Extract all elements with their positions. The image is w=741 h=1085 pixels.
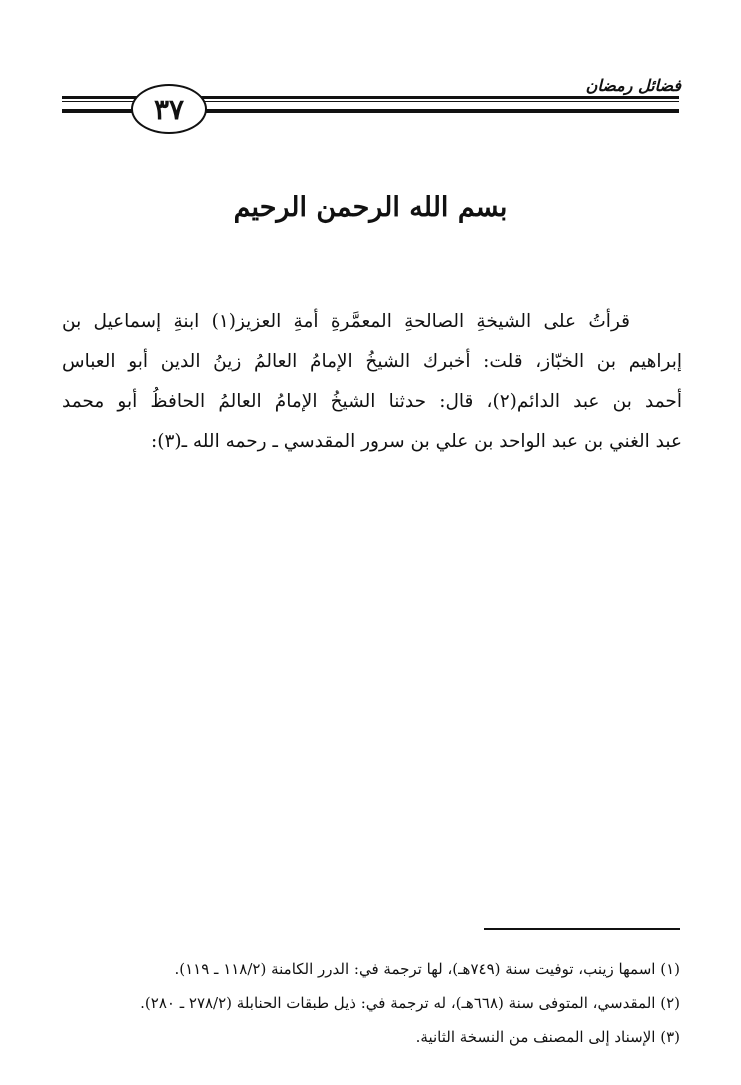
- book-title: فضائل رمضان: [585, 76, 681, 95]
- footnote-item: (١) اسمها زينب، توفيت سنة (٧٤٩هـ)، لها ترجمة في: الدرر الكامنة (١١٨/٢ ـ ١١٩).: [174, 960, 680, 978]
- footnote-item: (٣) الإسناد إلى المصنف من النسخة الثانية.: [415, 1028, 680, 1046]
- text-line: قرأتُ على الشيخةِ الصالحةِ المعمَّرةِ أمةِ العزيز(١) ابنةِ إسماعيل بن: [62, 311, 630, 332]
- footnote-separator: [484, 928, 680, 930]
- text-line: إبراهيم بن الخبّاز، قلت: أخبرك الشيخُ الإمامُ العالمُ زينُ الدين أبو العباس: [62, 351, 682, 372]
- main-text: [62, 302, 682, 462]
- footnote-item: (٢) المقدسي، المتوفى سنة (٦٦٨هـ)، له ترجمة في: ذيل طبقات الحنابلة (٢٧٨/٢ ـ ٢٨٠).: [140, 994, 680, 1012]
- footnotes: [140, 952, 680, 1054]
- page-number-oval: [131, 84, 207, 134]
- page-number: ٣٧: [153, 92, 185, 126]
- text-line: عبد الغني بن عبد الواحد بن علي بن سرور المقدسي ـ رحمه الله ـ(٣):: [150, 431, 682, 452]
- basmala-heading: بسم الله الرحمن الرحيم: [233, 192, 508, 223]
- text-line: أحمد بن عبد الدائم(٢)، قال: حدثنا الشيخُ الإمامُ العالمُ الحافظُ أبو محمد: [62, 391, 682, 412]
